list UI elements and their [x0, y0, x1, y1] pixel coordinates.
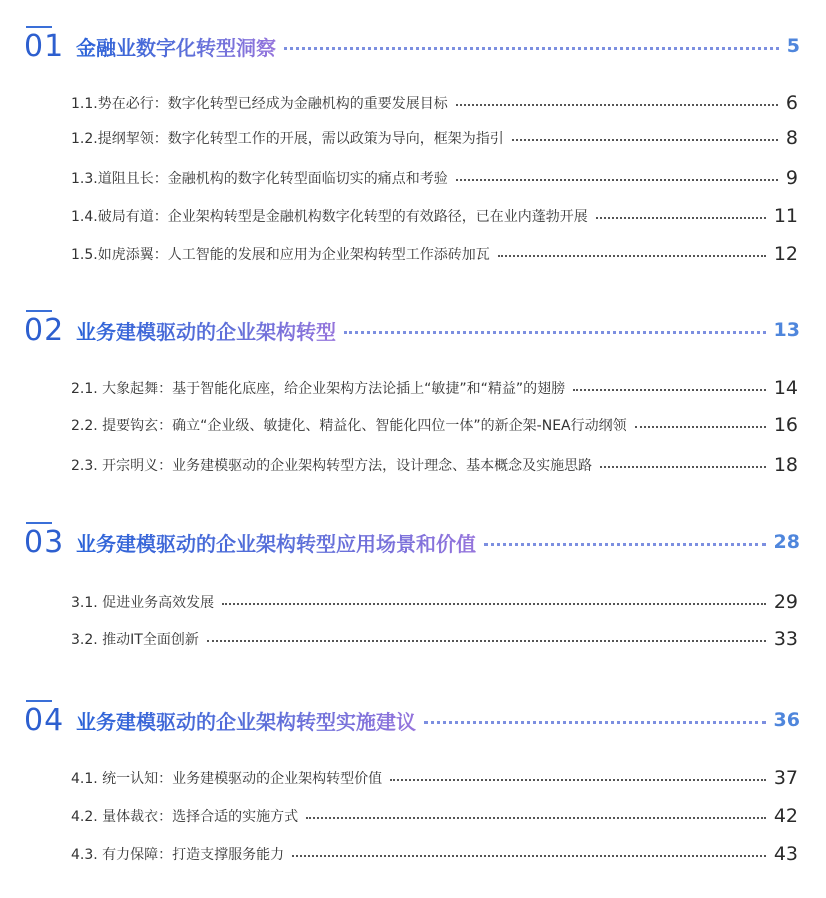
toc-entry[interactable]: [71, 587, 798, 617]
dot-leader: [600, 466, 766, 468]
chapter-number: 04: [24, 703, 65, 738]
chapter-heading[interactable]: [26, 26, 800, 66]
chapter-page-number: 28: [773, 531, 800, 553]
entry-title: 4.2. 量体裁衣：选择合适的实施方式: [71, 809, 299, 825]
dot-leader: [284, 47, 779, 50]
dot-leader: [390, 779, 766, 781]
dot-leader: [596, 217, 766, 219]
chapter-heading[interactable]: [26, 700, 800, 740]
chapter-heading[interactable]: [26, 522, 800, 562]
dot-leader: [306, 817, 766, 819]
entry-title: 1.5.如虎添翼：人工智能的发展和应用为企业架构转型工作添砖加瓦: [71, 247, 490, 263]
dot-leader: [424, 721, 766, 724]
entry-page-number: 29: [773, 591, 798, 613]
entry-page-number: 16: [773, 414, 798, 436]
chapter-number-block: [26, 522, 70, 562]
dot-leader: [635, 426, 766, 428]
dot-leader: [344, 331, 766, 334]
chapter-heading[interactable]: [26, 310, 800, 350]
entry-title: 4.3. 有力保障：打造支撑服务能力: [71, 847, 285, 863]
entry-title: 1.2.提纲挈领：数字化转型工作的开展，需以政策为导向，框架为指引: [71, 131, 504, 147]
toc-entry[interactable]: [71, 839, 798, 869]
entry-title: 1.4.破局有道：企业架构转型是金融机构数字化转型的有效路径，已在业内蓬勃开展: [71, 209, 588, 225]
toc-entry[interactable]: [71, 163, 798, 193]
toc-entry[interactable]: [71, 763, 798, 793]
toc-entry[interactable]: [71, 801, 798, 831]
entry-page-number: 18: [773, 454, 798, 476]
entry-title: 3.2. 推动IT全面创新: [71, 632, 199, 648]
chapter-number-block: [26, 700, 70, 740]
toc-entry[interactable]: [71, 123, 798, 153]
dot-leader: [484, 543, 766, 546]
toc-entry[interactable]: [71, 239, 798, 269]
toc-entry[interactable]: [71, 373, 798, 403]
toc-entry[interactable]: [71, 450, 798, 480]
toc-entry[interactable]: [71, 410, 798, 440]
chapter-page-number: 13: [773, 319, 800, 341]
entry-page-number: 9: [785, 167, 798, 189]
chapter-title: 金融业数字化转型洞察: [76, 32, 276, 61]
dot-leader: [456, 179, 778, 181]
entry-title: 3.1. 促进业务高效发展: [71, 595, 215, 611]
chapter-number-accent-bar: [26, 522, 52, 524]
chapter-number: 03: [24, 525, 65, 560]
dot-leader: [512, 139, 778, 141]
entry-page-number: 11: [773, 205, 798, 227]
entry-title: 1.1.势在必行：数字化转型已经成为金融机构的重要发展目标: [71, 96, 448, 112]
entry-page-number: 33: [773, 628, 798, 650]
entry-page-number: 43: [773, 843, 798, 865]
toc-entry[interactable]: [71, 201, 798, 231]
entry-page-number: 14: [773, 377, 798, 399]
entry-title: 1.3.道阻且长：金融机构的数字化转型面临切实的痛点和考验: [71, 171, 448, 187]
dot-leader: [573, 389, 766, 391]
toc-entry[interactable]: [71, 624, 798, 654]
dot-leader: [498, 255, 766, 257]
entry-title: 2.3. 开宗明义：业务建模驱动的企业架构转型方法，设计理念、基本概念及实施思路: [71, 458, 593, 474]
entry-page-number: 12: [773, 243, 798, 265]
entry-page-number: 37: [773, 767, 798, 789]
chapter-title: 业务建模驱动的企业架构转型实施建议: [76, 706, 416, 735]
entry-title: 2.2. 提要钩玄：确立“企业级、敏捷化、精益化、智能化四位一体”的新企架-NEA行动纲领: [71, 418, 627, 434]
dot-leader: [207, 640, 766, 642]
chapter-title: 业务建模驱动的企业架构转型应用场景和价值: [76, 528, 476, 557]
entry-page-number: 6: [785, 92, 798, 114]
dot-leader: [292, 855, 766, 857]
chapter-number-accent-bar: [26, 26, 52, 28]
entry-page-number: 8: [785, 127, 798, 149]
entry-title: 4.1. 统一认知：业务建模驱动的企业架构转型价值: [71, 771, 383, 787]
entry-page-number: 42: [773, 805, 798, 827]
chapter-number: 02: [24, 313, 65, 348]
toc-entry[interactable]: [71, 88, 798, 118]
chapter-page-number: 36: [773, 709, 800, 731]
chapter-number-accent-bar: [26, 310, 52, 312]
chapter-number-accent-bar: [26, 700, 52, 702]
chapter-title: 业务建模驱动的企业架构转型: [76, 316, 336, 345]
dot-leader: [456, 104, 778, 106]
dot-leader: [222, 603, 766, 605]
chapter-number: 01: [24, 29, 65, 64]
entry-title: 2.1. 大象起舞：基于智能化底座，给企业架构方法论插上“敏捷”和“精益”的翅膀: [71, 381, 566, 397]
chapter-page-number: 5: [786, 35, 800, 57]
chapter-number-block: [26, 310, 70, 350]
chapter-number-block: [26, 26, 70, 66]
